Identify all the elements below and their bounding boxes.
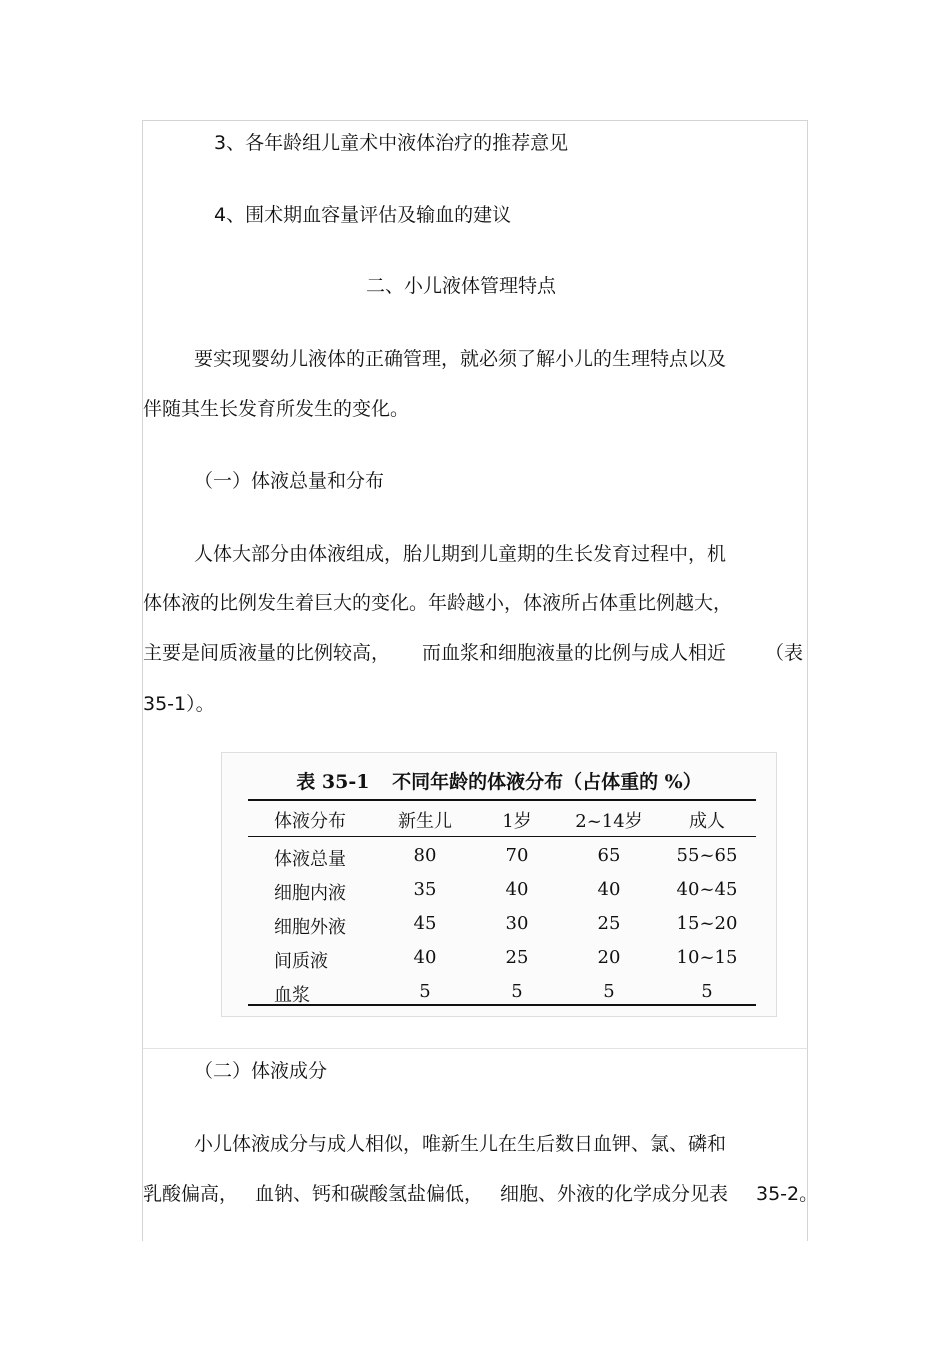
- para2-line-2b: 血钠、钙和碳酸氢盐偏低，: [255, 1183, 484, 1205]
- table-header-rule: [248, 836, 756, 837]
- table-cell: 65: [597, 845, 621, 866]
- table-cell: 40~45: [676, 879, 738, 900]
- table-cell: 体液总量: [274, 849, 346, 870]
- table-cell: 5: [511, 981, 523, 1002]
- para2-line-2d: 35-2。: [756, 1183, 819, 1205]
- table-caption: [222, 767, 776, 794]
- intro-line-2: 伴随其生长发育所发生的变化。: [143, 398, 410, 420]
- subheading-2: （二）体液成分: [194, 1060, 328, 1082]
- table-cell: 5: [419, 981, 431, 1002]
- table-header-cell: 2~14岁: [575, 811, 643, 832]
- table-cell: 10~15: [676, 947, 738, 968]
- table-cell: 5: [701, 981, 713, 1002]
- para1-line-4: 35-1）。: [143, 693, 215, 715]
- table-cell: 细胞外液: [274, 917, 346, 938]
- para1-line-2: 体体液的比例发生着巨大的变化。年龄越小，体液所占体重比例越大，: [143, 592, 733, 614]
- table-cell: 细胞内液: [274, 883, 346, 904]
- table-cell: 55~65: [676, 845, 738, 866]
- table-cell: 血浆: [274, 985, 310, 1006]
- table-header-cell: 1岁: [502, 811, 532, 832]
- para1-line-3b: 而血浆和细胞液量的比例与成人相近: [422, 642, 727, 664]
- para1-line-3c: （表: [765, 642, 804, 664]
- list-item-4: 4、围术期血容量评估及输血的建议: [214, 204, 512, 226]
- para1-line-3a: 主要是间质液量的比例较高，: [143, 642, 391, 664]
- table-cell: 40: [597, 879, 621, 900]
- table-cell: 70: [505, 845, 529, 866]
- para2-line-1: 小儿体液成分与成人相似，唯新生儿在生后数日血钾、氯、磷和: [194, 1133, 727, 1155]
- table-caption-number: 表 35-1: [296, 771, 370, 793]
- table-cell: 35: [413, 879, 437, 900]
- table-header-cell: 新生儿: [398, 811, 452, 832]
- para2-line-2c: 细胞、外液的化学成分见表: [500, 1183, 729, 1205]
- subheading-1: （一）体液总量和分布: [194, 470, 385, 492]
- table-cell: 80: [413, 845, 437, 866]
- table-cell: 15~20: [676, 913, 738, 934]
- table-cell: 25: [597, 913, 621, 934]
- list-item-3: 3、各年龄组儿童术中液体治疗的推荐意见: [214, 132, 569, 154]
- para1-line-1: 人体大部分由体液组成，胎儿期到儿童期的生长发育过程中，机: [194, 543, 727, 565]
- table-cell: 20: [597, 947, 621, 968]
- table-cell: 40: [505, 879, 529, 900]
- table-cell: 40: [413, 947, 437, 968]
- para2-line-2a: 乳酸偏高，: [143, 1183, 239, 1205]
- table-top-rule: [248, 799, 756, 801]
- table-header-cell: 体液分布: [274, 811, 346, 832]
- fluid-distribution-table: [221, 752, 777, 1017]
- section-title: 二、小儿液体管理特点: [366, 275, 557, 297]
- table-header-cell: 成人: [689, 811, 725, 832]
- table-caption-title: 不同年龄的体液分布（占体重的 %）: [392, 771, 702, 793]
- table-cell: 间质液: [274, 951, 328, 972]
- table-cell: 30: [505, 913, 529, 934]
- intro-line-1: 要实现婴幼儿液体的正确管理，就必须了解小儿的生理特点以及: [194, 348, 727, 370]
- table-cell: 25: [505, 947, 529, 968]
- table-cell: 5: [603, 981, 615, 1002]
- table-cell: 45: [413, 913, 437, 934]
